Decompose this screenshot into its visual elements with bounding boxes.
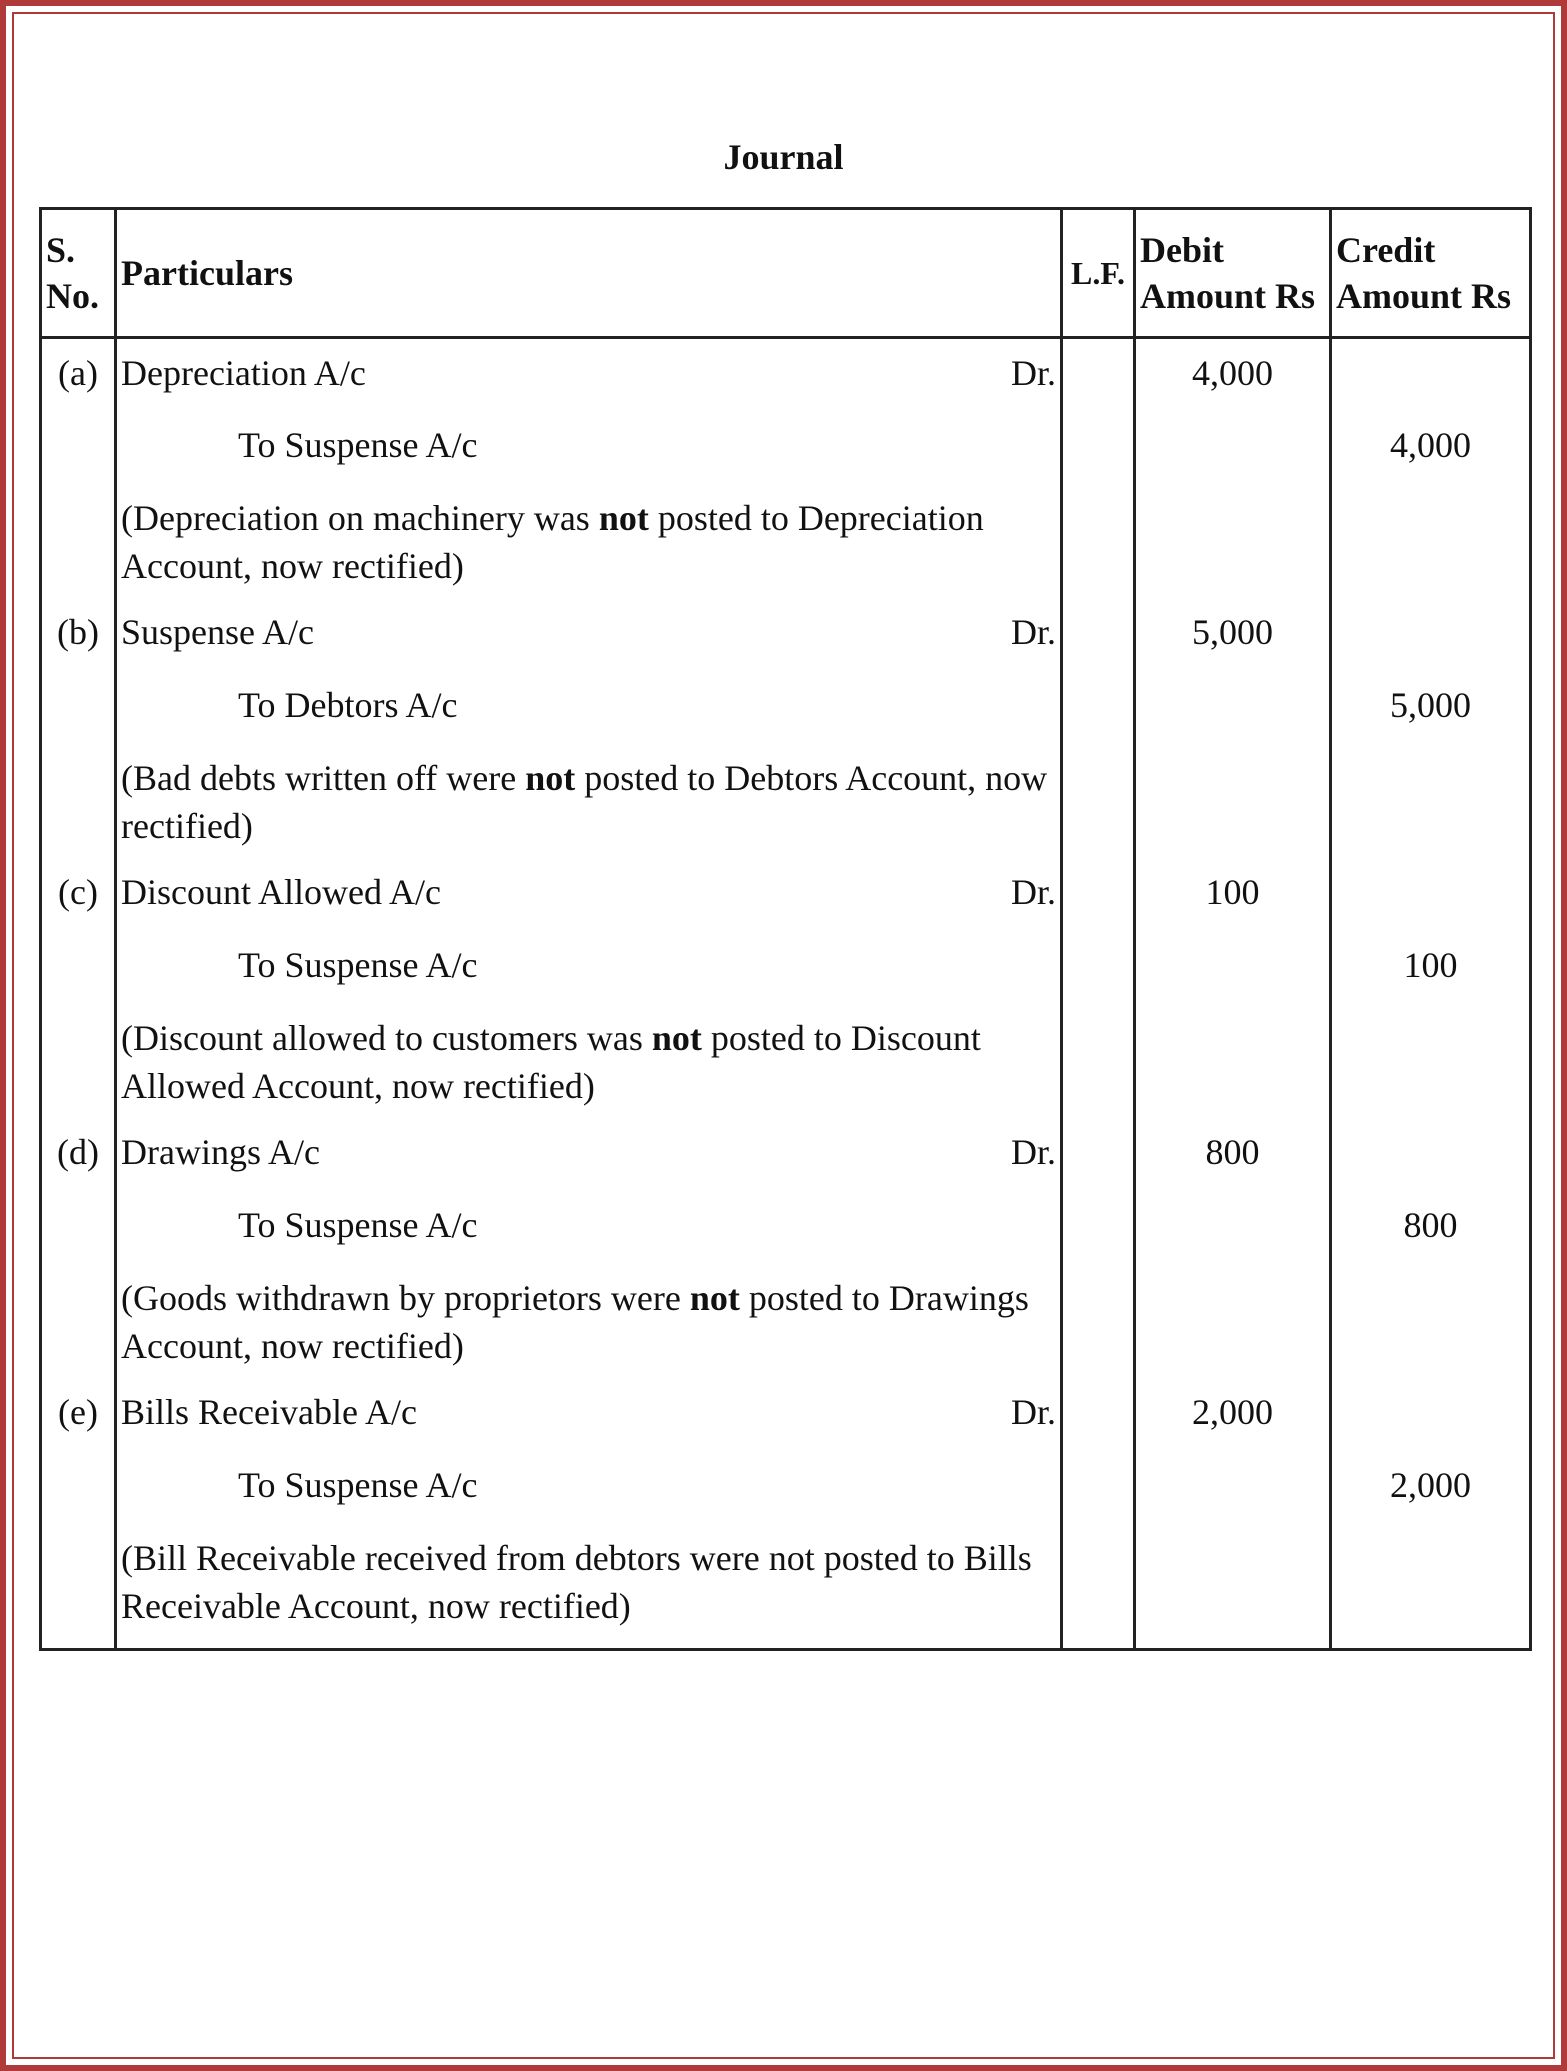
- entry-sno-empty: [41, 1191, 116, 1264]
- entry-credit-particulars: [116, 671, 1062, 744]
- credit-amount: 100: [1331, 931, 1531, 1004]
- entry-credit-row: [41, 671, 1531, 744]
- header-debit-line2: Amount Rs: [1140, 276, 1316, 316]
- narration-text: (Goods withdrawn by proprietors were: [121, 1277, 690, 1318]
- credit-amount-empty: [1331, 1264, 1531, 1378]
- narration-text-rest: posted to Depreciation Account, now rectified): [121, 497, 984, 586]
- credit-amount-empty: [1331, 1378, 1531, 1451]
- credit-account: To Suspense A/c: [238, 944, 478, 985]
- entry-narration-row: [41, 484, 1531, 598]
- entry-credit-row: [41, 411, 1531, 484]
- header-sno-line1: S.: [46, 230, 76, 270]
- narration-text-rest: posted to Debtors Account, now rectified): [121, 757, 1048, 846]
- header-sno: [41, 209, 116, 338]
- credit-amount-empty: [1331, 858, 1531, 931]
- entry-credit-row: [41, 931, 1531, 1004]
- entry-debit-row: [41, 1118, 1531, 1191]
- credit-amount: 2,000: [1331, 1451, 1531, 1524]
- entry-narration-row: [41, 1004, 1531, 1118]
- entry-lf: [1062, 411, 1135, 484]
- narration-emphasis: not: [598, 497, 649, 538]
- dr-label: Dr.: [1011, 871, 1056, 912]
- credit-amount-empty: [1331, 598, 1531, 671]
- debit-amount-empty: [1135, 411, 1331, 484]
- entry-sno-empty: [41, 931, 116, 1004]
- debit-amount-empty: [1135, 1004, 1331, 1118]
- narration-emphasis: not: [651, 1017, 702, 1058]
- entry-debit-particulars: [116, 1118, 1062, 1191]
- entry-credit-particulars: [116, 1451, 1062, 1524]
- debit-amount-empty: [1135, 744, 1331, 858]
- entry-narration: [116, 744, 1062, 858]
- debit-amount-empty: [1135, 1264, 1331, 1378]
- narration-text-rest: posted to Drawings Account, now rectified): [121, 1277, 1029, 1366]
- credit-account: To Suspense A/c: [238, 424, 478, 465]
- entry-sno-empty: [41, 1524, 116, 1650]
- header-row: [41, 209, 1531, 338]
- entry-sno: (d): [41, 1118, 116, 1191]
- entry-lf: [1062, 338, 1135, 411]
- credit-account: To Suspense A/c: [238, 1204, 478, 1245]
- header-credit-line2: Amount Rs: [1336, 276, 1512, 316]
- entry-sno-empty: [41, 484, 116, 598]
- header-credit: [1331, 209, 1531, 338]
- entry-lf: [1062, 858, 1135, 931]
- debit-amount: 800: [1135, 1118, 1331, 1191]
- entry-sno-empty: [41, 411, 116, 484]
- entry-sno-empty: [41, 1004, 116, 1118]
- entry-sno: (e): [41, 1378, 116, 1451]
- entry-debit-row: [41, 1378, 1531, 1451]
- entry-credit-particulars: [116, 411, 1062, 484]
- entry-credit-row: [41, 1451, 1531, 1524]
- entry-narration: [116, 1524, 1062, 1650]
- header-debit-line1: Debit: [1140, 230, 1224, 270]
- narration-text: (Depreciation on machinery was: [121, 497, 599, 538]
- entry-lf: [1062, 1264, 1135, 1378]
- entry-narration-row: [41, 744, 1531, 858]
- credit-amount: 4,000: [1331, 411, 1531, 484]
- entry-debit-particulars: [116, 1378, 1062, 1451]
- debit-amount: 5,000: [1135, 598, 1331, 671]
- entry-sno-empty: [41, 744, 116, 858]
- debit-account: Depreciation A/c: [121, 353, 366, 393]
- journal-title: Journal: [723, 137, 844, 177]
- entry-debit-row: [41, 338, 1531, 411]
- debit-amount-empty: [1135, 484, 1331, 598]
- debit-amount-empty: [1135, 1451, 1331, 1524]
- entry-sno-empty: [41, 1451, 116, 1524]
- credit-amount-empty: [1331, 744, 1531, 858]
- debit-amount-empty: [1135, 1191, 1331, 1264]
- entry-sno: (b): [41, 598, 116, 671]
- entry-lf: [1062, 1451, 1135, 1524]
- narration-emphasis: not: [689, 1277, 740, 1318]
- entry-debit-row: [41, 598, 1531, 671]
- entry-narration: [116, 484, 1062, 598]
- credit-amount-empty: [1331, 1004, 1531, 1118]
- header-sno-line2: No.: [46, 276, 99, 316]
- entry-lf: [1062, 598, 1135, 671]
- entry-sno-empty: [41, 671, 116, 744]
- dr-label: Dr.: [1011, 611, 1056, 652]
- entry-narration-row: [41, 1524, 1531, 1650]
- debit-account: Discount Allowed A/c: [121, 871, 441, 912]
- debit-amount: 2,000: [1135, 1378, 1331, 1451]
- credit-amount-empty: [1331, 1118, 1531, 1191]
- header-lf: L.F.: [1062, 209, 1135, 338]
- credit-account: To Debtors A/c: [238, 684, 458, 725]
- entry-lf: [1062, 1191, 1135, 1264]
- entry-lf: [1062, 1378, 1135, 1451]
- debit-account: Suspense A/c: [121, 611, 314, 652]
- entry-credit-row: [41, 1191, 1531, 1264]
- entry-debit-particulars: [116, 598, 1062, 671]
- header-particulars: Particulars: [116, 209, 1062, 338]
- narration-text: (Bad debts written off were: [121, 757, 526, 798]
- journal-table: [39, 207, 1532, 1651]
- entry-credit-particulars: [116, 1191, 1062, 1264]
- entry-debit-row: [41, 858, 1531, 931]
- entry-sno: (a): [41, 338, 116, 411]
- narration-emphasis: not: [525, 757, 576, 798]
- credit-amount-empty: [1331, 484, 1531, 598]
- credit-account: To Suspense A/c: [238, 1464, 478, 1505]
- entry-narration-row: [41, 1264, 1531, 1378]
- debit-account: Bills Receivable A/c: [121, 1391, 417, 1432]
- credit-amount: 800: [1331, 1191, 1531, 1264]
- debit-amount-empty: [1135, 1524, 1331, 1650]
- header-debit: [1135, 209, 1331, 338]
- entry-lf: [1062, 671, 1135, 744]
- header-credit-line1: Credit: [1336, 230, 1436, 270]
- entry-debit-particulars: [116, 858, 1062, 931]
- debit-account: Drawings A/c: [121, 1131, 320, 1172]
- entry-credit-particulars: [116, 931, 1062, 1004]
- entry-lf: [1062, 1004, 1135, 1118]
- entry-sno-empty: [41, 1264, 116, 1378]
- narration-text: (Discount allowed to customers was: [121, 1017, 652, 1058]
- entry-narration: [116, 1264, 1062, 1378]
- dr-label: Dr.: [1011, 353, 1056, 393]
- entry-debit-particulars: [116, 338, 1062, 411]
- narration-text-rest: posted to Discount Allowed Account, now rectified): [121, 1017, 981, 1106]
- debit-amount: 4,000: [1135, 338, 1331, 411]
- entry-narration: [116, 1004, 1062, 1118]
- debit-amount-empty: [1135, 671, 1331, 744]
- credit-amount: 5,000: [1331, 671, 1531, 744]
- dr-label: Dr.: [1011, 1391, 1056, 1432]
- credit-amount-empty: [1331, 338, 1531, 411]
- entry-lf: [1062, 1118, 1135, 1191]
- entry-lf: [1062, 931, 1135, 1004]
- credit-amount-empty: [1331, 1524, 1531, 1650]
- debit-amount-empty: [1135, 931, 1331, 1004]
- entry-lf: [1062, 1524, 1135, 1650]
- entry-lf: [1062, 484, 1135, 598]
- dr-label: Dr.: [1011, 1131, 1056, 1172]
- entry-sno: (c): [41, 858, 116, 931]
- entry-lf: [1062, 744, 1135, 858]
- narration-text: (Bill Receivable received from debtors were not posted to Bills Receivable Account, now rectified): [121, 1537, 1032, 1626]
- debit-amount: 100: [1135, 858, 1331, 931]
